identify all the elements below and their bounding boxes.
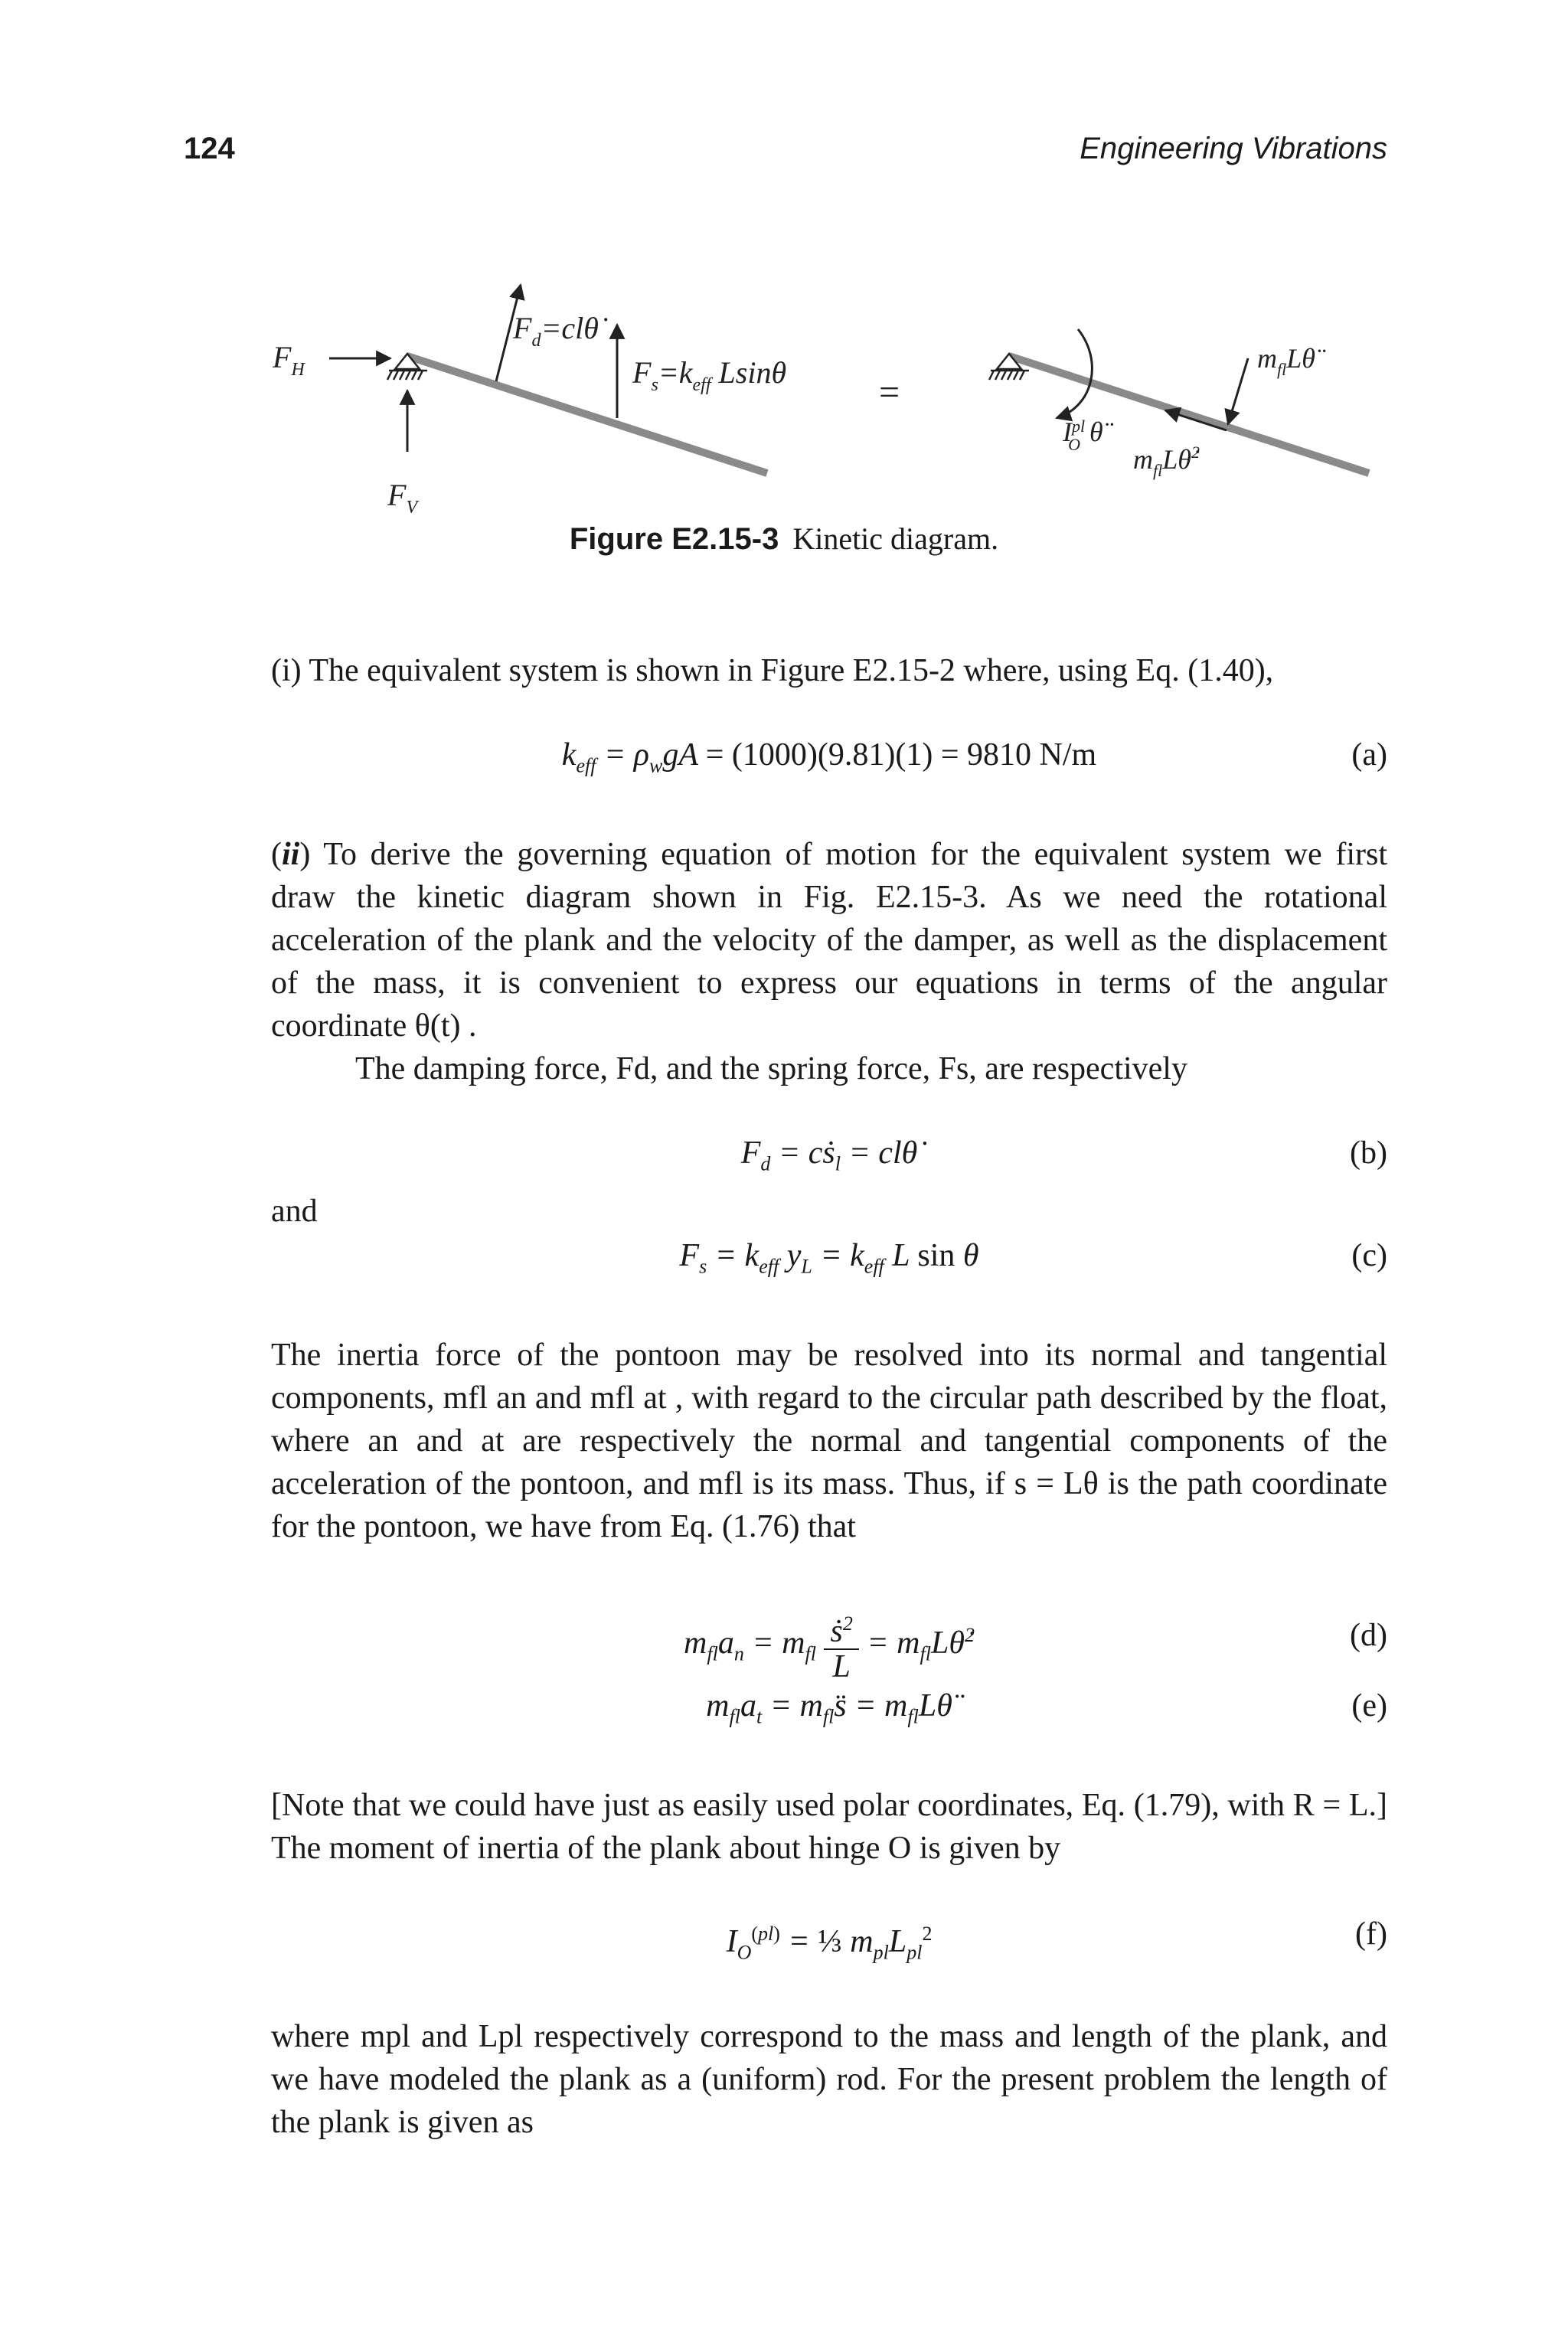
fh-label: F [273,340,292,374]
equation-d: $m_{fl}a_n = m_{fl}$ $\frac{ṡ^2}{L}$ = $m_{fl}L\thetȧ^2$ (d) [271,1597,1387,1674]
equation-tag-b: (b) [1350,1135,1387,1171]
equals-sign: = [879,372,900,413]
equation-a: $k_{eff} = \rho_wgA = (1000)(9.81)(1) = 9810$ N/m (a) [271,732,1387,778]
tangential-inertia-arrow [1228,358,1248,424]
paragraph-damping-intro: The damping force, Fd, and the spring force, Fs, are respectively [355,1051,1187,1086]
paragraph-i: (i) The equivalent system is shown in Figure E2.15-2 where, using Eq. (1.40), [271,653,1274,688]
svg-text:mflLθ̇2: $m_{fl}L\thetȧ^2$ [1133,443,1200,480]
mfl-tan-label: m [1257,343,1277,374]
io-label: I [1063,417,1072,447]
fs-label: F [632,355,652,390]
svg-text:FV: $F_V$ [387,478,418,513]
running-title: Engineering Vibrations [1080,132,1387,165]
paragraph-ii: (ii) To derive the governing equation of motion for the equivalent system we first draw the kinetic diagram shown in Fig. E2.15-3. As we need the rotational acceleration of the plank and the velocity of the damper, as well as the displacement of the mass, it is convenient to express our equations in terms of the angular coordinate θ(t) . The damping force, Fd, and the spring force, Fs, are respectively [271,833,1387,1090]
mfl-norm-label: m [1133,444,1153,475]
paragraph-inertia: The inertia force of the pontoon may be resolved into its normal and tangential components, mfl an and mfl at , with regard to the circular path described by the float, where an and at are respectively the normal and tangential components of the acceleration of the pontoon, and mfl is its mass. Thus, if s = Lθ is the path coordinate for the pontoon, we have from Eq. (1.76) that [271,1338,1387,1544]
equation-tag-e: (e) [1351,1688,1387,1723]
svg-text:FH: $F_H$ [273,340,305,380]
equation-f: $I_O^{(pl)}$ = ⅓ $m_{pl}L_{pl}^2$ (f) [271,1911,1387,1957]
equation-c: $F_s = k_{eff}$ $y_L = k_{eff}$ L sin θ (c) [271,1233,1387,1279]
caption-label: Figure E2.15-3 [569,522,779,556]
figure-caption [0,521,1568,557]
kinetic-diagram [0,268,1568,513]
caption-text: Kinetic diagram. [792,521,999,556]
equation-tag-f: (f) [1355,1916,1387,1952]
equation-tag-c: (c) [1351,1238,1387,1273]
equation-tag-d: (d) [1350,1618,1387,1653]
svg-text:Fs=keff Lsinθ: $F_s=k_{eff}$ Lsinθ [632,355,787,395]
paragraph-plank: where mpl and Lpl respectively correspond to the mass and length of the plank, and we have modeled the plank as a (uniform) rod. For the present problem the length of the plank is given as [271,2019,1387,2140]
svg-text:mflLθ̈: $m_{fl}L\thetä$ [1257,343,1315,379]
equation-e: $m_{fl}a_t$ = $m_{fl}s̈$ = $m_{fl}L\thetä$ (e) [271,1683,1387,1729]
fd-label: F [513,311,532,345]
page-number: 124 [184,132,235,165]
equation-tag-a: (a) [1351,737,1387,773]
word-and: and [271,1194,318,1229]
svg-text:Fd=clθ̇: $F_d=cl\thetȧ$ [513,311,599,351]
paragraph-note: [Note that we could have just as easily used polar coordinates, Eq. (1.79), with R = L.] The moment of inertia of the plank about hinge O is given by [271,1788,1387,1866]
svg-text:IplOθ̈: $I^{pl}$ O θ̈ [1063,417,1103,454]
equation-b: $F_d$ = cṡ$_l$ = clθ̇ (b) [271,1130,1387,1176]
fv-label: F [387,478,407,512]
